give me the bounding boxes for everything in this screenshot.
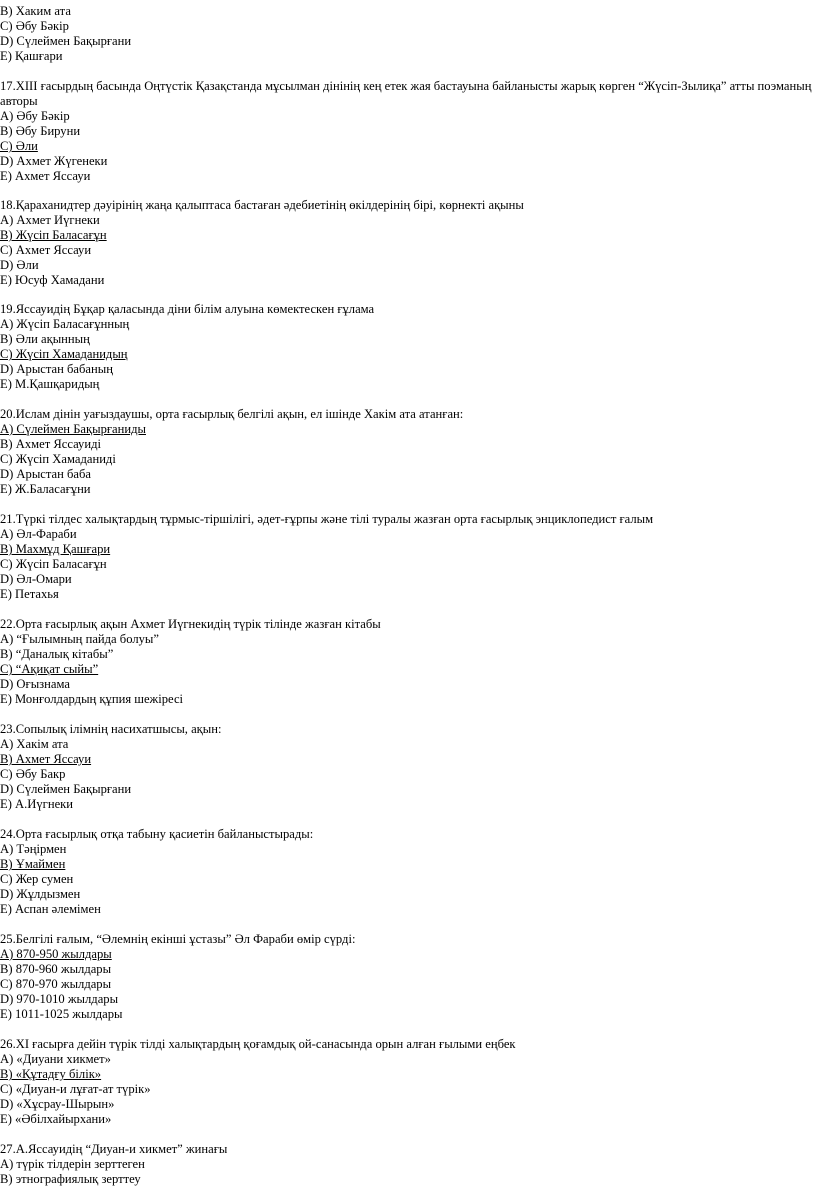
option-e: E) Ж.Баласағұни xyxy=(0,482,91,496)
option-c: C) Жүсіп Баласағұн xyxy=(0,557,107,571)
question-23 xyxy=(0,722,812,812)
option-e: E) Петахья xyxy=(0,587,59,601)
option-b: B) Хаким ата xyxy=(0,4,71,18)
option-a: A) Әл-Фараби xyxy=(0,527,77,541)
question-22 xyxy=(0,617,812,707)
question-17 xyxy=(0,79,812,184)
option-b-correct: B) «Құтадғу білік» xyxy=(0,1067,102,1081)
option-d: D) Жұлдызмен xyxy=(0,887,81,901)
option-c: C) Жер сумен xyxy=(0,872,74,886)
option-a: A) Тәңірмен xyxy=(0,842,67,856)
question-27 xyxy=(0,1142,812,1187)
question-title: 24.Орта ғасырлық отқа табыну қасиетін байланыстырады: xyxy=(0,827,314,841)
question-18 xyxy=(0,198,812,288)
lead-options xyxy=(0,4,812,64)
option-d: D) Әли xyxy=(0,258,39,272)
question-title: 17.XIII ғасырдың басында Оңтүстік Қазақстанда мұсылман дінінің кең етек жая бастауына байланысты жарық көрген “Жүсіп-Зылиқа” атты поэманың авторы xyxy=(0,79,812,108)
option-a: A) Жүсіп Баласағұнның xyxy=(0,317,130,331)
option-c: C) Әбу Бәкір xyxy=(0,19,69,33)
option-d: D) Оғызнама xyxy=(0,677,70,691)
option-c-correct: C) Жүсіп Хамаданидың xyxy=(0,347,128,361)
option-c: C) Ахмет Яссауи xyxy=(0,243,92,257)
option-e: E) Юсуф Хамадани xyxy=(0,273,105,287)
option-a: A) Ахмет Иүгнеки xyxy=(0,213,100,227)
option-d: D) Арыстан бабаның xyxy=(0,362,113,376)
question-title: 20.Ислам дінін уағыздаушы, орта ғасырлық белгілі ақын, ел ішінде Хакім ата атанған: xyxy=(0,407,464,421)
option-d: D) Арыстан баба xyxy=(0,467,92,481)
question-title: 21.Түркі тілдес халықтардың тұрмыс-тіршілігі, әдет-ғұрпы және тілі туралы жазған орта ғасырлық энциклопедист ғалым xyxy=(0,512,654,526)
option-c-correct: C) “Ақиқат сыйы” xyxy=(0,662,99,676)
option-c-correct: C) Әли xyxy=(0,139,38,153)
option-d: D) Сүлеймен Бақырғани xyxy=(0,34,132,48)
option-b-correct: B) Махмұд Қашғари xyxy=(0,542,111,556)
option-d: D) 970-1010 жылдары xyxy=(0,992,119,1006)
question-26 xyxy=(0,1037,812,1127)
option-a-correct: A) 870-950 жылдары xyxy=(0,947,112,961)
option-e: E) Ахмет Яссауи xyxy=(0,169,91,183)
option-b: B) “Даналық кітабы” xyxy=(0,647,114,661)
option-b: B) этнографиялық зерттеу xyxy=(0,1172,141,1186)
option-e: E) Қашғари xyxy=(0,49,63,63)
option-e: E) А.Иүгнеки xyxy=(0,797,74,811)
option-e: E) 1011-1025 жылдары xyxy=(0,1007,123,1021)
option-c: C) Жүсіп Хамаданиді xyxy=(0,452,116,466)
question-title: 26.XI ғасырға дейін түрік тілді халықтардың қоғамдық ой-санасында орын алған ғылыми еңбек xyxy=(0,1037,516,1051)
option-e: E) Аспан әлемімен xyxy=(0,902,101,916)
question-title: 25.Белгілі ғалым, “Әлемнің екінші ұстазы” Әл Фараби өмір сүрді: xyxy=(0,932,356,946)
option-b: B) Әли ақынның xyxy=(0,332,90,346)
option-b: B) Ахмет Яссауиді xyxy=(0,437,101,451)
question-title: 18.Қараханидтер дәуірінің жаңа қалыптаса бастаған әдебиетінің өкілдерінің бірі, көрнекті ақыны xyxy=(0,198,524,212)
question-25 xyxy=(0,932,812,1022)
option-e: E) М.Қашқаридың xyxy=(0,377,100,391)
option-b: B) 870-960 жылдары xyxy=(0,962,112,976)
option-a: A) “Ғылымның пайда болуы” xyxy=(0,632,159,646)
option-d: D) «Хұсрау-Шырын» xyxy=(0,1097,115,1111)
question-title: 19.Яссауидің Бұқар қаласында діни білім алуына көмектескен ғұлама xyxy=(0,302,375,316)
option-d: D) Ахмет Жүгенеки xyxy=(0,154,108,168)
option-a: A) Хакім ата xyxy=(0,737,69,751)
option-e: E) «Әбілхайырхани» xyxy=(0,1112,112,1126)
option-b: B) Әбу Бируни xyxy=(0,124,81,138)
option-c: C) Әбу Бакр xyxy=(0,767,66,781)
option-a-correct: A) Сүлеймен Бақырғаниды xyxy=(0,422,146,436)
option-b-correct: B) Жүсіп Баласағұн xyxy=(0,228,107,242)
option-a: A) Әбу Бәкір xyxy=(0,109,70,123)
question-title: 22.Орта ғасырлық ақын Ахмет Иүгнекидің түрік тілінде жазған кітабы xyxy=(0,617,381,631)
option-b-correct: B) Ахмет Яссауи xyxy=(0,752,92,766)
question-21 xyxy=(0,512,812,602)
option-e: E) Монғолдардың құпия шежіресі xyxy=(0,692,184,706)
option-a: A) түрік тілдерін зерттеген xyxy=(0,1157,145,1171)
question-20 xyxy=(0,407,812,497)
option-d: D) Әл-Омари xyxy=(0,572,72,586)
option-c: C) 870-970 жылдары xyxy=(0,977,112,991)
question-title: 27.А.Яссауидің “Диуан-и хикмет” жинағы xyxy=(0,1142,228,1156)
question-24 xyxy=(0,827,812,917)
question-19 xyxy=(0,302,812,392)
question-title: 23.Сопылық ілімнің насихатшысы, ақын: xyxy=(0,722,222,736)
option-c: C) «Диуан-и лұғат-ат түрік» xyxy=(0,1082,151,1096)
option-a: A) «Диуани хикмет» xyxy=(0,1052,111,1066)
option-b-correct: B) Ұмаймен xyxy=(0,857,66,871)
option-d: D) Сүлеймен Бақырғани xyxy=(0,782,132,796)
